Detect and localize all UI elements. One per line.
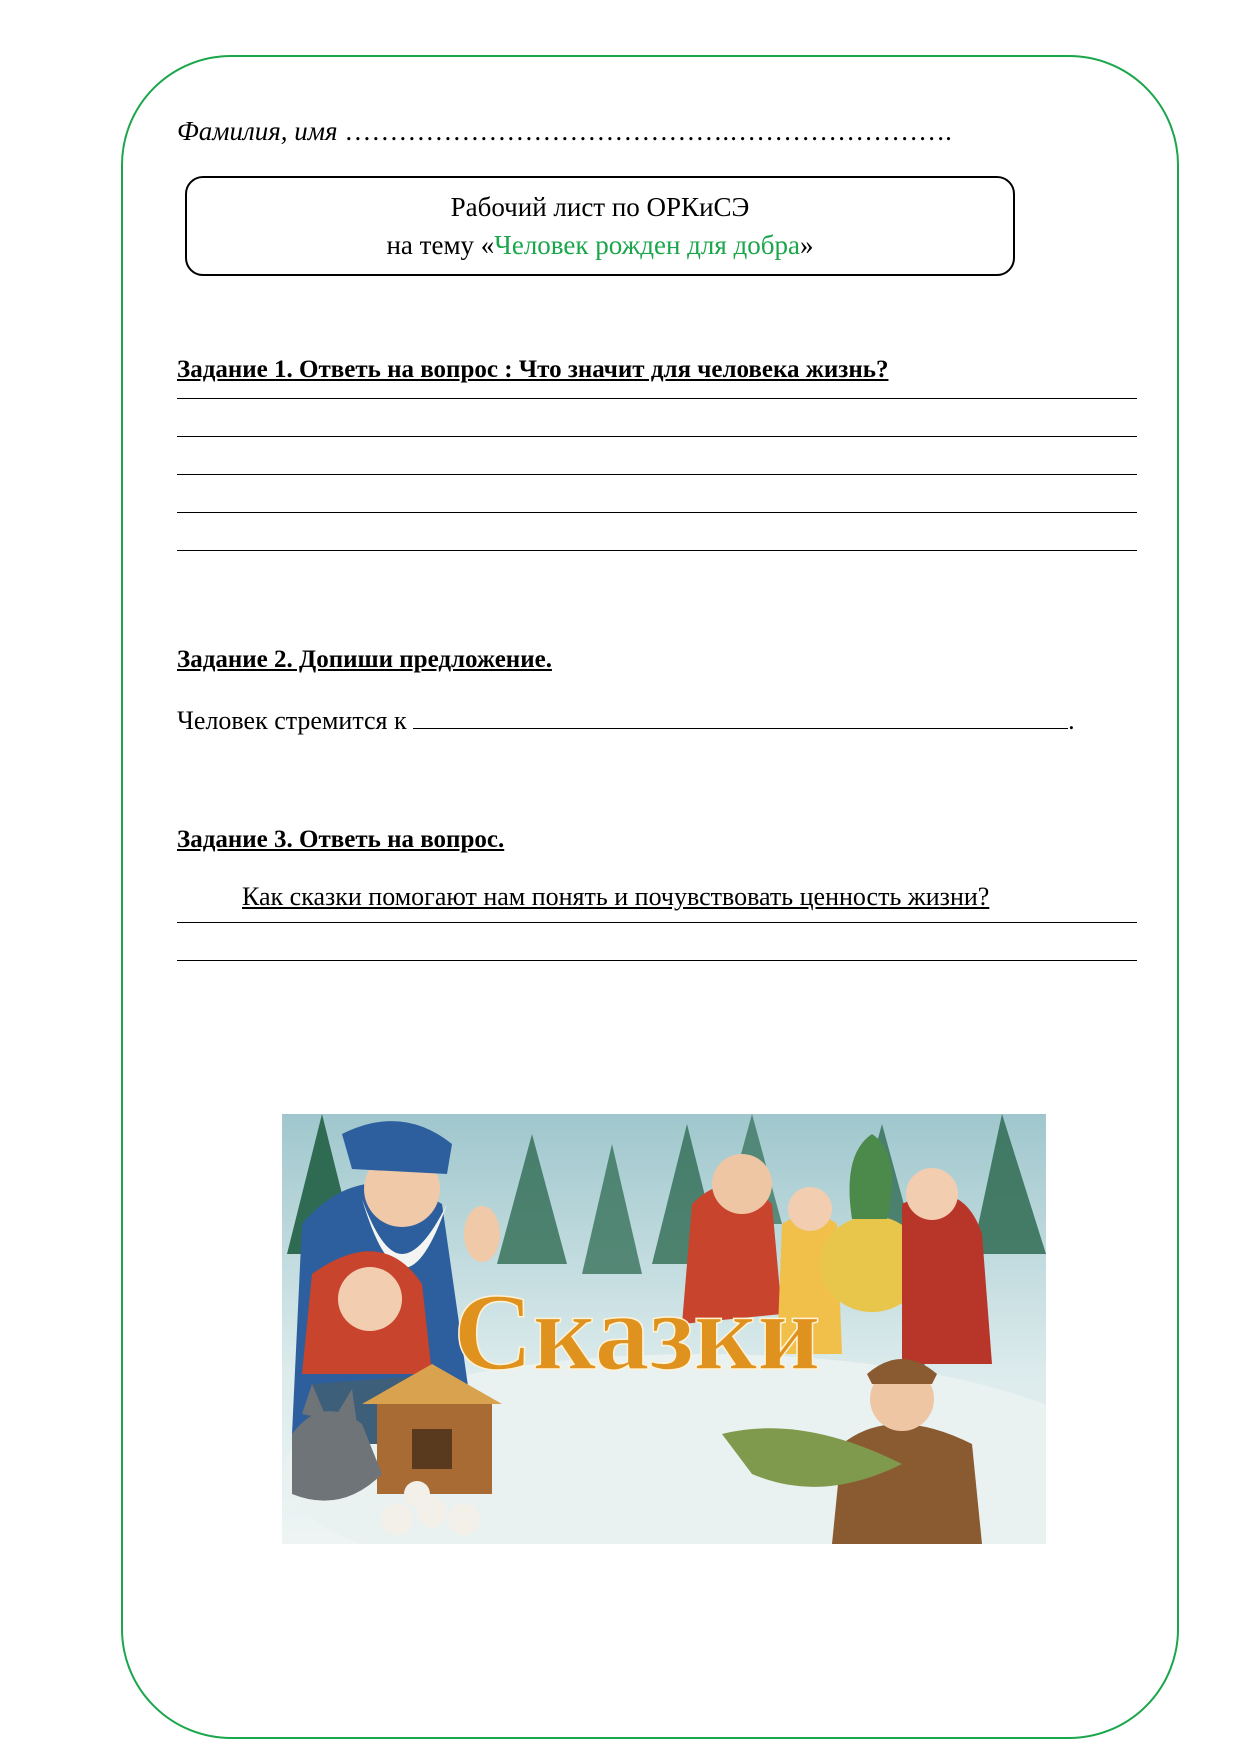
task-3-question: Как сказки помогают нам понять и почувствовать ценность жизни? xyxy=(242,882,990,911)
answer-line[interactable] xyxy=(177,550,1137,551)
worksheet-topic-line xyxy=(187,226,1013,264)
task-2-sentence xyxy=(177,704,1075,736)
answer-line[interactable] xyxy=(177,436,1137,437)
answer-line[interactable] xyxy=(177,398,1137,399)
topic-suffix: » xyxy=(800,230,814,260)
worksheet-topic: Человек рожден для добра xyxy=(494,230,800,260)
worksheet-title: Рабочий лист по ОРКиСЭ xyxy=(450,192,750,222)
name-label: Фамилия, имя xyxy=(177,116,338,146)
answer-line[interactable] xyxy=(177,960,1137,961)
sentence-start: Человек стремится к xyxy=(177,706,407,735)
task-1-heading: Задание 1. Ответь на вопрос : Что значит для человека жизнь? xyxy=(177,356,889,383)
answer-line[interactable] xyxy=(177,512,1137,513)
illustration-caption: Сказки xyxy=(453,1271,821,1393)
sentence-blank[interactable] xyxy=(413,704,1068,729)
topic-prefix: на тему « xyxy=(386,230,495,260)
fairy-tales-picture xyxy=(282,1114,1046,1544)
task-3-heading: Задание 3. Ответь на вопрос. xyxy=(177,826,505,853)
fairy-tales-illustration xyxy=(282,1114,1046,1544)
answer-line[interactable] xyxy=(177,922,1137,923)
name-dots[interactable]: …………………………………….……………………. xyxy=(344,116,952,146)
answer-line[interactable] xyxy=(177,474,1137,475)
name-field-line xyxy=(177,116,952,147)
sentence-end: . xyxy=(1068,706,1075,735)
worksheet-title-box xyxy=(185,176,1015,276)
task-2-heading: Задание 2. Допиши предложение. xyxy=(177,646,552,673)
